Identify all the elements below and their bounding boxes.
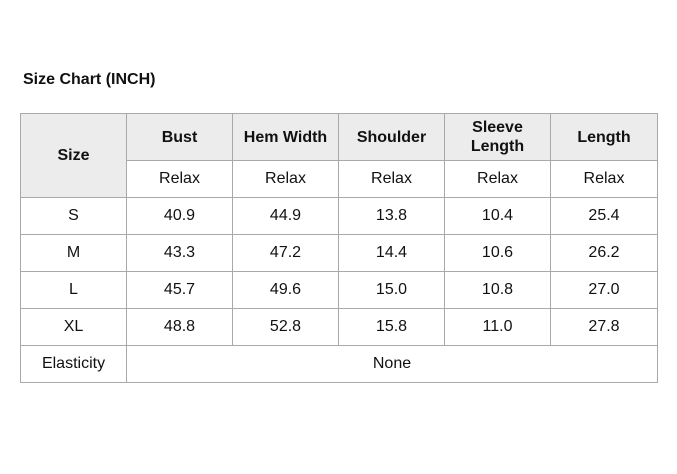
chart-title: Size Chart (INCH) bbox=[23, 71, 156, 88]
hem-width-cell: 52.8 bbox=[233, 309, 339, 346]
length-cell: 27.8 bbox=[551, 309, 658, 346]
size-cell: M bbox=[21, 235, 127, 272]
size-chart-table bbox=[20, 113, 658, 383]
hem-width-cell: 47.2 bbox=[233, 235, 339, 272]
bust-fit-label: Relax bbox=[127, 161, 233, 198]
table-row bbox=[21, 198, 658, 235]
elasticity-label: Elasticity bbox=[21, 346, 127, 383]
bust-cell: 40.9 bbox=[127, 198, 233, 235]
elasticity-value: None bbox=[127, 346, 658, 383]
bust-column-header: Bust bbox=[127, 114, 233, 161]
size-cell: XL bbox=[21, 309, 127, 346]
hem-width-cell: 49.6 bbox=[233, 272, 339, 309]
shoulder-column-header: Shoulder bbox=[339, 114, 445, 161]
sleeve-length-cell: 10.8 bbox=[445, 272, 551, 309]
header-row bbox=[21, 114, 658, 161]
size-column-header: Size bbox=[21, 114, 127, 198]
bust-cell: 48.8 bbox=[127, 309, 233, 346]
length-fit-label: Relax bbox=[551, 161, 658, 198]
length-cell: 26.2 bbox=[551, 235, 658, 272]
table-row bbox=[21, 272, 658, 309]
sleeve-length-label: Sleeve Length bbox=[470, 119, 525, 155]
sleeve-length-column-header bbox=[445, 114, 551, 161]
shoulder-cell: 15.0 bbox=[339, 272, 445, 309]
elasticity-row bbox=[21, 346, 658, 383]
sleeve-length-cell: 10.6 bbox=[445, 235, 551, 272]
table-row bbox=[21, 235, 658, 272]
size-cell: S bbox=[21, 198, 127, 235]
shoulder-cell: 15.8 bbox=[339, 309, 445, 346]
sleeve-length-fit-label: Relax bbox=[445, 161, 551, 198]
bust-cell: 45.7 bbox=[127, 272, 233, 309]
bust-cell: 43.3 bbox=[127, 235, 233, 272]
table-row bbox=[21, 309, 658, 346]
size-cell: L bbox=[21, 272, 127, 309]
hem-width-cell: 44.9 bbox=[233, 198, 339, 235]
shoulder-fit-label: Relax bbox=[339, 161, 445, 198]
sleeve-length-cell: 10.4 bbox=[445, 198, 551, 235]
length-cell: 25.4 bbox=[551, 198, 658, 235]
shoulder-cell: 13.8 bbox=[339, 198, 445, 235]
sleeve-length-cell: 11.0 bbox=[445, 309, 551, 346]
hem-width-column-header: Hem Width bbox=[233, 114, 339, 161]
hem-width-fit-label: Relax bbox=[233, 161, 339, 198]
length-cell: 27.0 bbox=[551, 272, 658, 309]
shoulder-cell: 14.4 bbox=[339, 235, 445, 272]
length-column-header: Length bbox=[551, 114, 658, 161]
